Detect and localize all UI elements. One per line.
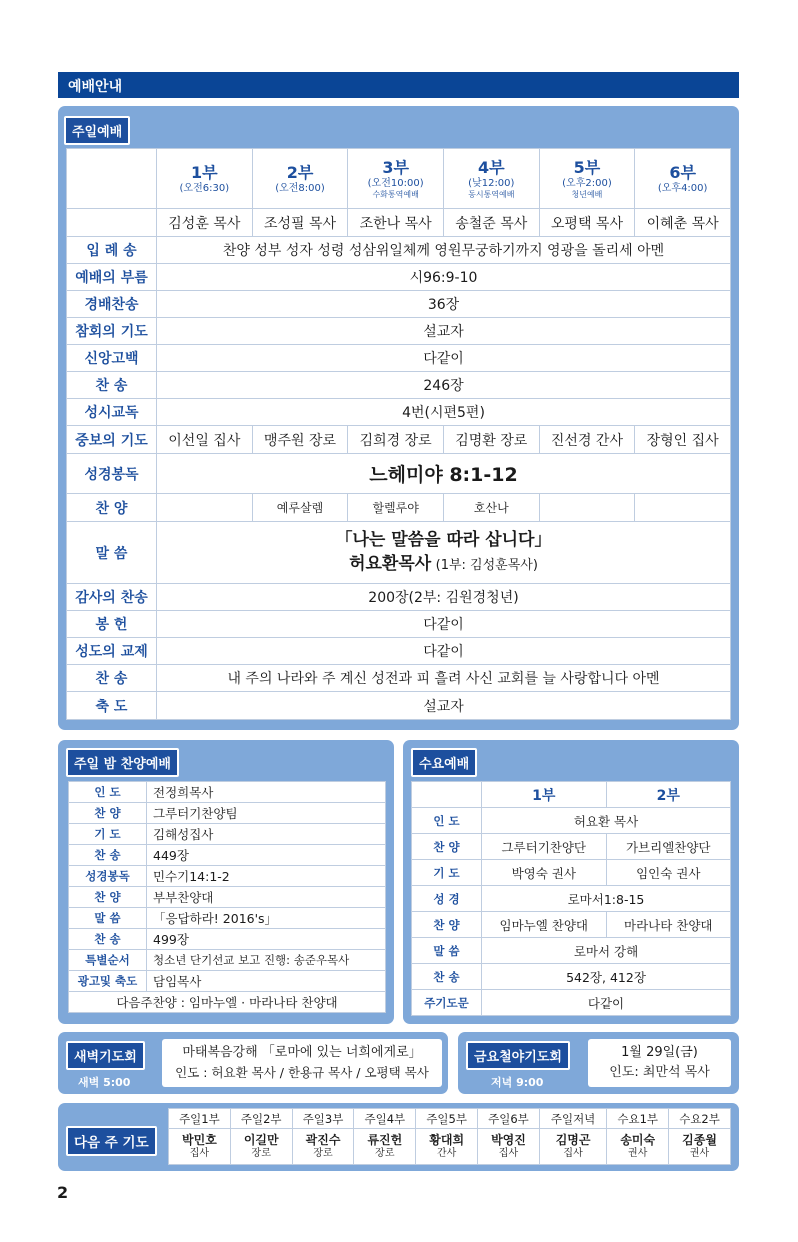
row-value: 246장 [157,372,731,399]
sunday-tag: 주일예배 [64,116,130,145]
dawn-leaders: 인도 : 허요환 목사 / 한용규 목사 / 오평택 목사 [175,1065,429,1080]
row-label: 찬 양 [67,494,157,522]
row-value: 200장(2부: 김원경청년) [157,584,731,611]
order-row [67,318,731,345]
praise-cell [157,494,253,522]
wednesday-tag: 수요예배 [411,748,477,777]
pastor-cell: 이혜춘 목사 [635,209,731,237]
sermon-note: (1부: 김성훈목사) [435,557,538,573]
sermon-title: 「나는 말씀을 따라 삽니다」 [335,529,552,550]
prayer-person: 박영진 집사 [478,1129,540,1165]
part-cell: 6부 (오후4:00) [635,149,731,209]
praise-cell: 할렐루야 [348,494,444,522]
evening-next-row [69,992,386,1013]
next-week-praise: 다음주찬양 : 임마누엘 · 마라나타 찬양대 [69,992,386,1013]
prayer-person: 황대희 간사 [416,1129,478,1165]
evening-row: 찬 송 449장 [69,845,386,866]
order-row [67,264,731,291]
order-row [67,454,731,494]
part-cell: 2부 (오전8:00) [252,149,348,209]
row-label: 봉 헌 [67,611,157,638]
friday-time: 저녁 9:00 [491,1076,544,1089]
prayer-person: 이길만 장로 [230,1129,292,1165]
order-row [67,237,731,264]
row-value: 다같이 [157,638,731,665]
row-value: 찬양 성부 성자 성령 성삼위일체께 영원무궁하기까지 영광을 돌리세 아멘 [157,237,731,264]
wednesday-row: 말 씀 로마서 강해 [412,938,731,964]
prayer-person: 박민호 집사 [169,1129,231,1165]
order-row [67,345,731,372]
evening-order-table [68,781,386,1013]
prayer-person: 곽진수 장로 [292,1129,354,1165]
row-value: 설교자 [157,318,731,345]
row-label: 중보의 기도 [67,426,157,454]
row-label: 참회의 기도 [67,318,157,345]
wednesday-head-row [412,782,731,808]
evening-row: 광고및 축도 담임목사 [69,971,386,992]
order-row [67,584,731,611]
part-head: 1부 [482,782,607,808]
row-label: 성경봉독 [67,454,157,494]
wednesday-row: 찬 양 임마누엘 찬양대 마라나타 찬양대 [412,912,731,938]
dawn-tag: 새벽기도회 [66,1041,145,1070]
evening-row: 찬 양 부부찬양대 [69,887,386,908]
row-label: 축 도 [67,692,157,720]
wednesday-row: 인 도 허요환 목사 [412,808,731,834]
sunday-order-table [66,148,731,720]
part-cell: 1부 (오전6:30) [157,149,253,209]
friday-leader: 인도: 최만석 목사 [609,1065,710,1080]
row-label: 성시교독 [67,399,157,426]
wednesday-row: 주기도문 다같이 [412,990,731,1016]
row-label: 신앙고백 [67,345,157,372]
wednesday-row: 찬 양 그루터기찬양단 가브리엘찬양단 [412,834,731,860]
row-label: 찬 송 [67,665,157,692]
row-label: 성도의 교제 [67,638,157,665]
prayer-cell: 이선일 집사 [157,426,253,454]
evening-row: 찬 양 그루터기찬양팀 [69,803,386,824]
row-value: 다같이 [157,611,731,638]
wednesday-order-table [411,781,731,1016]
next-week-name-row [169,1129,731,1165]
part-cell: 5부 (오후2:00) 청년예배 [539,149,635,209]
order-row [67,372,731,399]
scripture-reading: 느헤미야 8:1-12 [157,454,731,494]
row-label: 말 씀 [67,522,157,584]
wednesday-row: 찬 송 542장, 412장 [412,964,731,990]
pastor-cell: 송철준 목사 [443,209,539,237]
evening-row: 특별순서 청소년 단기선교 보고 진행: 송준우목사 [69,950,386,971]
dawn-topic: 마태복음강해 「로마에 있는 너희에게로」 [182,1045,422,1060]
evening-row: 찬 송 499장 [69,929,386,950]
prayer-person: 송미숙 권사 [607,1129,669,1165]
sermon-row [67,522,731,584]
evening-row: 성경봉독 민수기14:1-2 [69,866,386,887]
order-row [67,399,731,426]
order-row [67,291,731,318]
evening-tag: 주일 밤 찬양예배 [66,748,179,777]
prayer-cell: 김희경 장로 [348,426,444,454]
prayer-person: 류진헌 장로 [354,1129,416,1165]
order-row [67,692,731,720]
wednesday-row: 성 경 로마서1:8-15 [412,886,731,912]
praise-row [67,494,731,522]
parts-row [67,149,731,209]
part-cell: 3부 (오전10:00) 수화통역예배 [348,149,444,209]
pastor-row [67,209,731,237]
sermon-preacher: 허요환목사 [349,553,432,574]
pastor-cell: 조성필 목사 [252,209,348,237]
row-value: 설교자 [157,692,731,720]
friday-tag: 금요철야기도회 [466,1041,570,1070]
part-head: 2부 [606,782,731,808]
prayer-person: 김종월 권사 [669,1129,731,1165]
pastor-cell: 김성훈 목사 [157,209,253,237]
next-week-table [168,1108,731,1165]
friday-date: 1월 29일(금) [621,1045,698,1060]
evening-row: 기 도 김해성집사 [69,824,386,845]
row-label: 찬 송 [67,372,157,399]
dawn-info [162,1039,442,1087]
prayer-row [67,426,731,454]
part-cell: 4부 (낮12:00) 동시통역예배 [443,149,539,209]
row-value: 36장 [157,291,731,318]
row-label: 예배의 부름 [67,264,157,291]
row-label: 경배찬송 [67,291,157,318]
praise-cell: 호산나 [443,494,539,522]
dawn-time: 새벽 5:00 [78,1076,131,1089]
corner-cell [67,149,157,209]
row-label: 감사의 찬송 [67,584,157,611]
pastor-cell: 오평택 목사 [539,209,635,237]
row-label: 입 례 송 [67,237,157,264]
row-value: 다같이 [157,345,731,372]
evening-row: 말 씀 「응답하라! 2016's」 [69,908,386,929]
sermon-cell [157,522,731,584]
next-week-service-row: 주일1부 주일2부 주일3부 주일4부 주일5부 주일6부 주일저녁 수요1부 수요2부 [169,1109,731,1129]
praise-cell: 예루살렘 [252,494,348,522]
page-number: 2 [57,1183,69,1202]
row-value: 4번(시편5편) [157,399,731,426]
prayer-cell: 맹주원 장로 [252,426,348,454]
prayer-cell: 김명환 장로 [443,426,539,454]
row-value: 내 주의 나라와 주 계신 성전과 피 흘려 사신 교회를 늘 사랑합니다 아멘 [157,665,731,692]
order-row [67,665,731,692]
prayer-person: 김명곤 집사 [539,1129,606,1165]
order-row [67,611,731,638]
praise-cell [539,494,635,522]
praise-cell [635,494,731,522]
friday-info [588,1039,731,1087]
wednesday-row: 기 도 박영숙 권사 임인숙 권사 [412,860,731,886]
next-week-tag: 다음 주 기도 [66,1126,157,1156]
pastor-cell: 조한나 목사 [348,209,444,237]
section-header: 예배안내 [58,72,739,98]
order-row [67,638,731,665]
prayer-cell: 진선경 간사 [539,426,635,454]
row-value: 시96:9-10 [157,264,731,291]
prayer-cell: 장형인 집사 [635,426,731,454]
evening-row: 인 도 전정희목사 [69,782,386,803]
